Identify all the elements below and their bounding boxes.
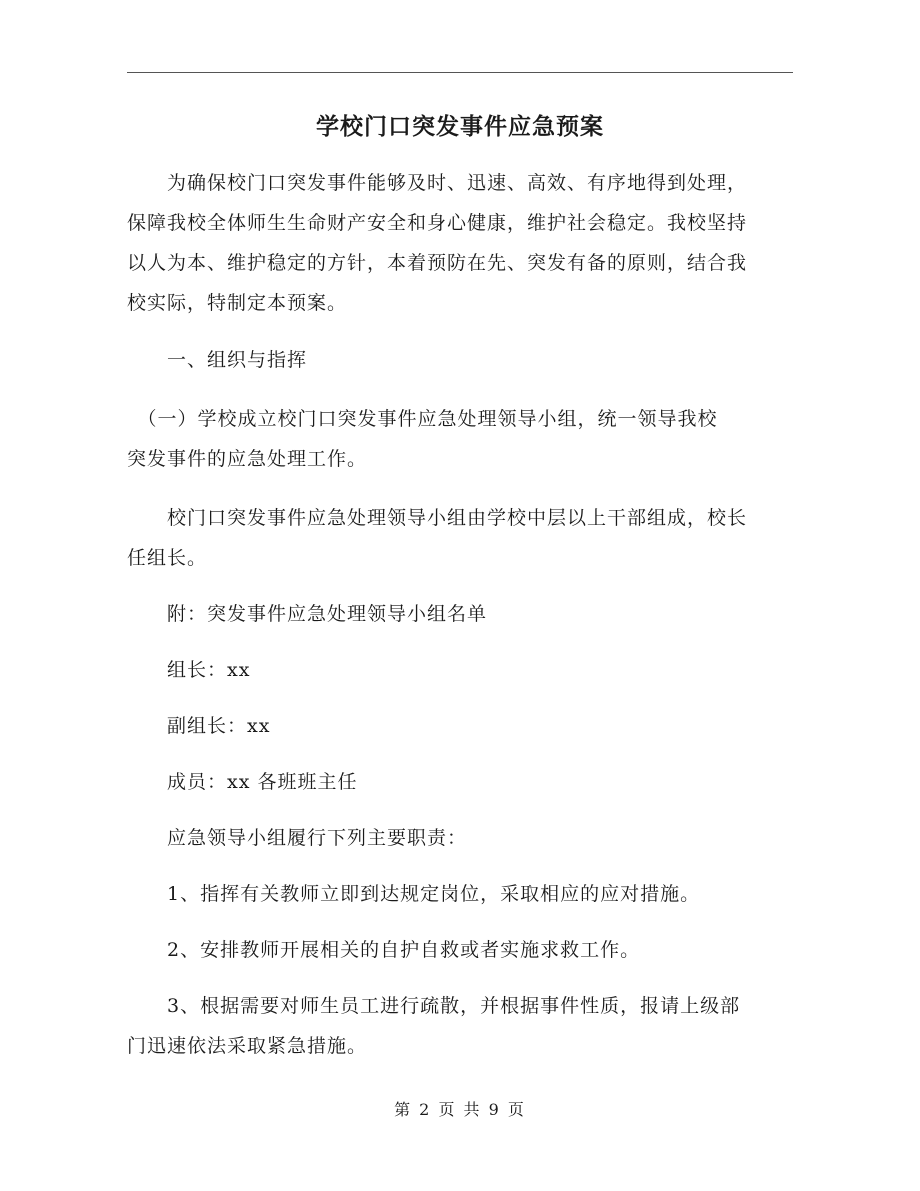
paragraph-duty-3 bbox=[127, 986, 795, 1066]
paragraph-appendix bbox=[127, 594, 795, 634]
text-line: 2、安排教师开展相关的自护自救或者实施求救工作。 bbox=[127, 939, 641, 961]
text-line: 应急领导小组履行下列主要职责： bbox=[127, 827, 468, 849]
page-number: 第 2 页 共 9 页 bbox=[394, 1100, 526, 1119]
paragraph-duty-2 bbox=[127, 930, 795, 970]
text-line: 附：突发事件应急处理领导小组名单 bbox=[127, 603, 488, 625]
paragraph-intro bbox=[127, 163, 795, 323]
text-line: 门迅速依法采取紧急措施。 bbox=[127, 1035, 368, 1057]
paragraph-members bbox=[127, 762, 795, 802]
header-rule bbox=[127, 72, 793, 73]
paragraph-leader bbox=[127, 650, 795, 690]
text-line: 组长：xx bbox=[127, 659, 251, 681]
text-line: 校实际，特制定本预案。 bbox=[127, 292, 348, 314]
text-line: 保障我校全体师生生命财产安全和身心健康，维护社会稳定。我校坚持 bbox=[127, 212, 748, 234]
text-line: 成员：xx 各班班主任 bbox=[127, 771, 358, 793]
text-line: 校门口突发事件应急处理领导小组由学校中层以上干部组成，校长 bbox=[127, 507, 748, 529]
text-line: 以人为本、维护稳定的方针，本着预防在先、突发有备的原则，结合我 bbox=[127, 252, 748, 274]
document-title: 学校门口突发事件应急预案 bbox=[316, 113, 604, 140]
section-heading-organization bbox=[127, 340, 795, 380]
text-line: 为确保校门口突发事件能够及时、迅速、高效、有序地得到处理， bbox=[127, 172, 748, 194]
paragraph-leadership bbox=[127, 498, 795, 578]
paragraph-duty-1 bbox=[127, 874, 795, 914]
text-line: 副组长：xx bbox=[127, 715, 271, 737]
text-line: 一、组织与指挥 bbox=[127, 349, 308, 371]
text-line: 3、根据需要对师生员工进行疏散，并根据事件性质，报请上级部 bbox=[127, 995, 741, 1017]
text-line: 任组长。 bbox=[127, 547, 208, 569]
text-line: 突发事件的应急处理工作。 bbox=[127, 448, 368, 470]
paragraph-subsection-1 bbox=[127, 399, 795, 479]
paragraph-duties-intro bbox=[127, 818, 795, 858]
text-line: 1、指挥有关教师立即到达规定岗位，采取相应的应对措施。 bbox=[127, 883, 701, 905]
paragraph-deputy-leader bbox=[127, 706, 795, 746]
text-line: （一）学校成立校门口突发事件应急处理领导小组，统一领导我校 bbox=[127, 408, 718, 430]
